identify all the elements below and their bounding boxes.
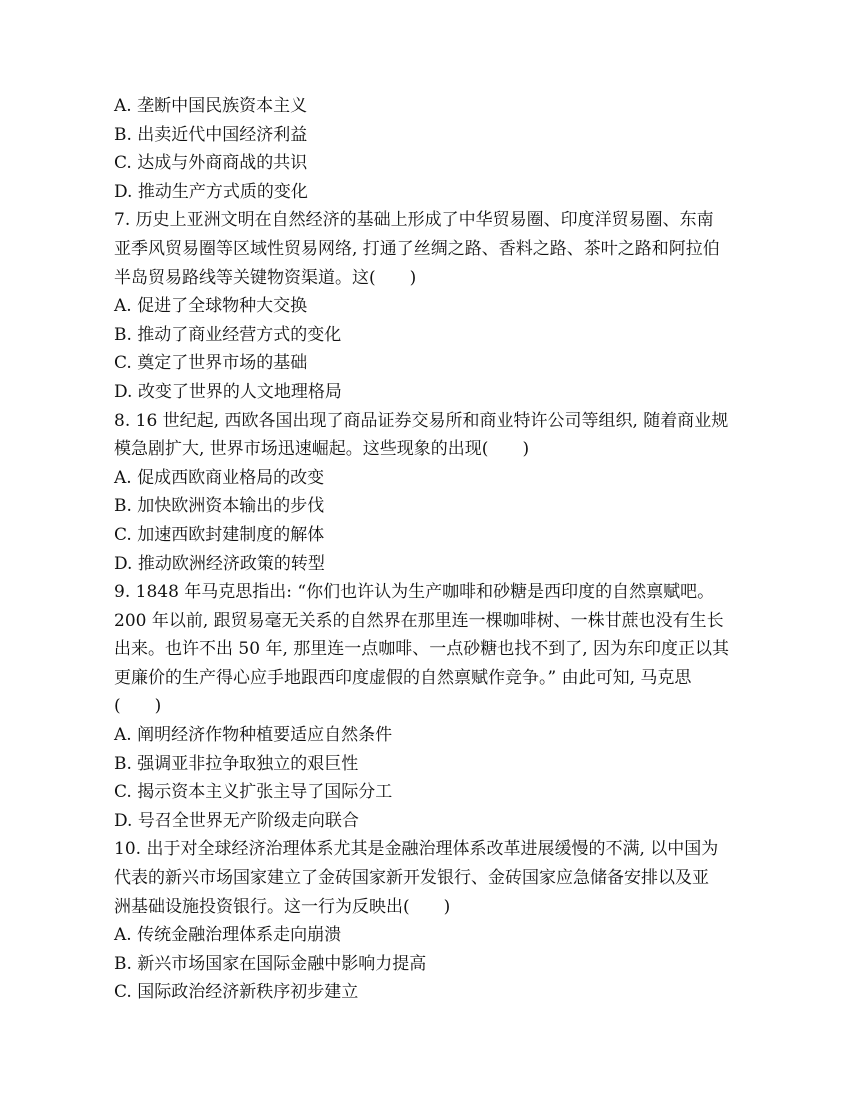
option-c: C. 揭示资本主义扩张主导了国际分工 [114,782,393,803]
option-b: B. 推动了商业经营方式的变化 [114,324,342,345]
question-stem-line: 洲基础设施投资银行。这一行为反映出( ) [114,896,451,917]
question-6-options [114,92,760,206]
option-c: C. 奠定了世界市场的基础 [114,353,308,374]
option-b: B. 出卖近代中国经济利益 [114,124,308,145]
option-b: B. 加快欧洲资本输出的步伐 [114,496,325,517]
option-a: A. 促进了全球物种大交换 [114,296,308,317]
question-stem-line: 10. 出于对全球经济治理体系尤其是金融治理体系改革进展缓慢的不满, 以中国为 [114,839,719,860]
option-c: C. 加速西欧封建制度的解体 [114,524,325,545]
question-7 [114,206,760,406]
option-a: A. 促成西欧商业格局的改变 [114,467,325,488]
option-a: A. 传统金融治理体系走向崩溃 [114,925,342,946]
question-stem-line: ( ) [114,696,162,717]
question-stem-line: 出来。也许不出 50 年, 那里连一点咖啡、一点砂糖也找不到了, 因为东印度正以其 [114,639,730,660]
question-stem-line: 9. 1848 年马克思指出: “你们也许认为生产咖啡和砂糖是西印度的自然禀赋吧。 [114,582,715,603]
option-d: D. 推动欧洲经济政策的转型 [114,553,325,574]
question-stem-line: 代表的新兴市场国家建立了金砖国家新开发银行、金砖国家应急储备安排以及亚 [114,868,709,889]
question-stem-line: 200 年以前, 跟贸易毫无关系的自然界在那里连一棵咖啡树、一株甘蔗也没有生长 [114,610,724,631]
option-d: D. 改变了世界的人文地理格局 [114,381,342,402]
question-stem-line: 7. 历史上亚洲文明在自然经济的基础上形成了中华贸易圈、印度洋贸易圈、东南 [114,210,714,231]
option-b: B. 新兴市场国家在国际金融中影响力提高 [114,953,427,974]
option-c: C. 国际政治经济新秩序初步建立 [114,982,359,1003]
option-a: A. 阐明经济作物种植要适应自然条件 [114,725,393,746]
question-stem-line: 亚季风贸易圈等区域性贸易网络, 打通了丝绸之路、香料之路、茶叶之路和阿拉伯 [114,238,720,259]
option-d: D. 推动生产方式质的变化 [114,181,308,202]
option-b: B. 强调亚非拉争取独立的艰巨性 [114,753,359,774]
question-stem-line: 更廉价的生产得心应手地跟西印度虚假的自然禀赋作竞争。” 由此可知, 马克思 [114,667,692,688]
question-stem-line: 模急剧扩大, 世界市场迅速崛起。这些现象的出现( ) [114,439,530,460]
question-stem-line: 8. 16 世纪起, 西欧各国出现了商品证券交易所和商业特许公司等组织, 随着商业规 [114,410,729,431]
question-8 [114,407,760,579]
question-stem-line: 半岛贸易路线等关键物资渠道。这( ) [114,267,417,288]
question-10 [114,835,760,1007]
option-c: C. 达成与外商商战的共识 [114,153,308,174]
question-9 [114,578,760,835]
option-a: A. 垄断中国民族资本主义 [114,96,308,116]
option-d: D. 号召全世界无产阶级走向联合 [114,810,359,831]
